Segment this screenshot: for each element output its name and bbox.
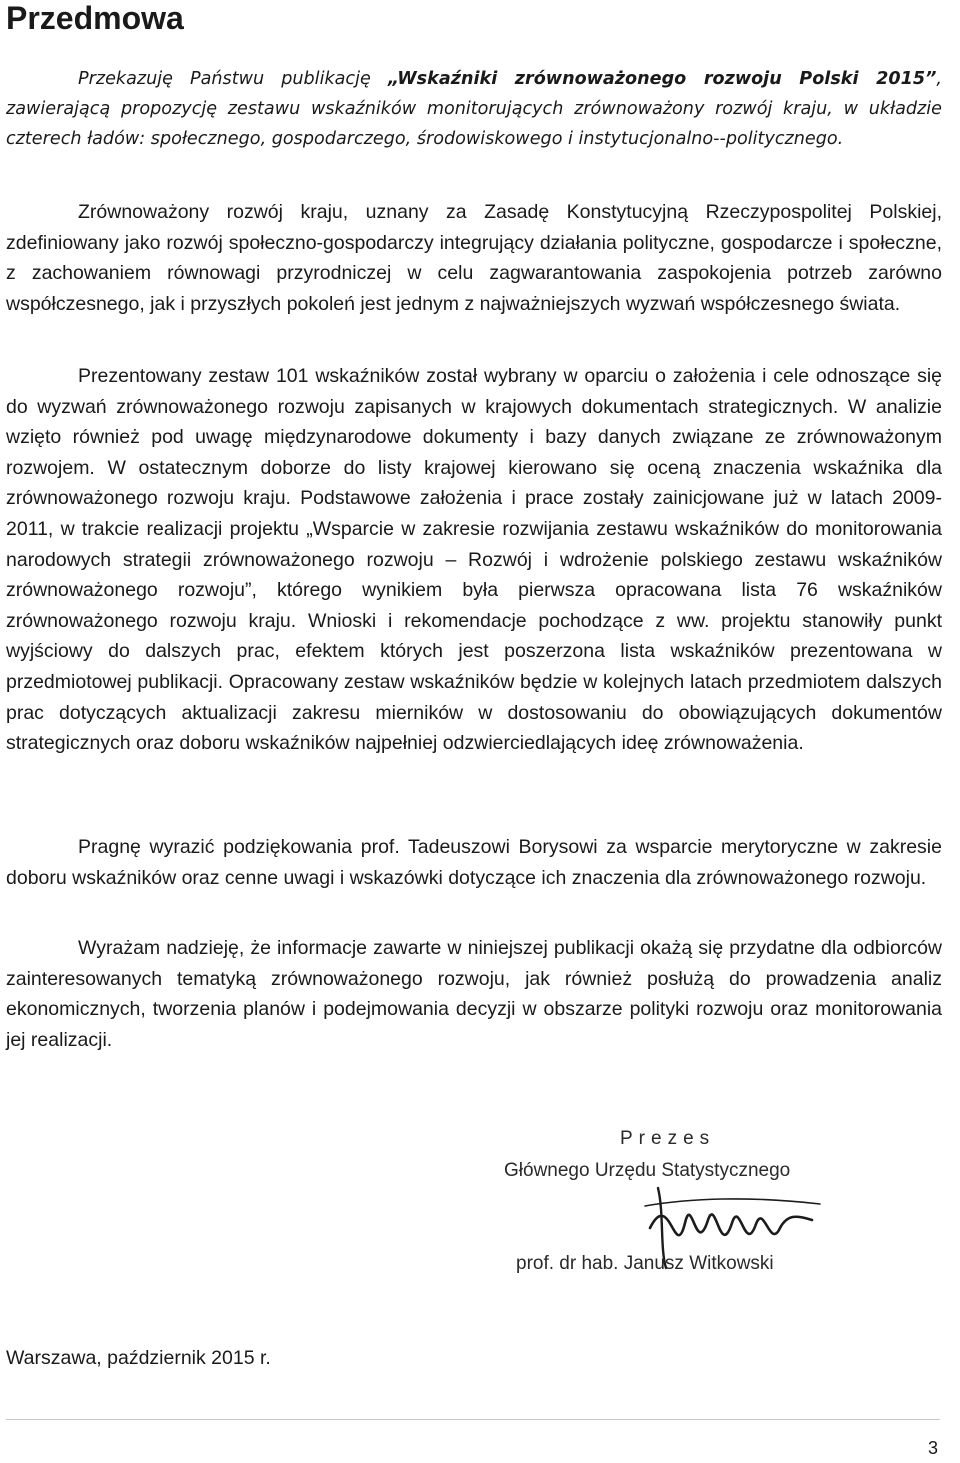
place-and-date: Warszawa, październik 2015 r. [6,1347,271,1369]
footer-divider [6,1419,940,1420]
paragraph-sustainable-development: Zrównoważony rozwój kraju, uznany za Zasadę Konstytucyjną Rzeczypospolitej Polskiej, zdefiniowany jako rozwój społeczno-gospodarczy integrujący działania polityczne, gospodarcze i społeczne, z zachowaniem równowagi przyrodniczej w celu zagwarantowania zaspokojenia potrzeb zarówno współczesnego, jak i przyszłych pokoleń jest jednym z najważniejszych wyzwań współczesnego świata. [6,201,942,315]
intro-lead: Przekazuję Państwu publikację [78,69,388,89]
page-number: 3 [927,1438,938,1458]
page-title: Przedmowa [6,0,184,36]
signature-role: Prezes [620,1128,716,1149]
paragraph-closing-hope: Wyrażam nadzieję, że informacje zawarte w niniejszej publikacji okażą się przydatne dla odbiorców zainteresowanych tematyką zrównoważonego rozwoju, jak również posłużą do prowadzenia analiz ekonomicznych, tworzenia planów i podejmowania decyzji w obszarze polityki rozwoju oraz monitorowania jej realizacji. [6,937,942,1051]
paragraph-indicator-set: Prezentowany zestaw 101 wskaźników został wybrany w oparciu o założenia i cele odnoszące się do wyzwań zrównoważonego rozwoju zapisanych w krajowych dokumentach strategicznych. W analizie wzięto również pod uwagę międzynarodowe dokumenty i bazy danych związane ze zrównoważonym rozwojem. W ostatecznym doborze do listy krajowej kierowano się oceną znaczenia wskaźnika dla zrównoważonego rozwoju kraju. Podstawowe założenia i prace zostały zainicjowane już w latach 2009-2011, w trakcie realizacji projektu „Wsparcie w zakresie rozwijania zestawu wskaźników do monitorowania narodowych strategii zrównoważonego rozwoju – Rozwój i wdrożenie polskiego zestawu wskaźników zrównoważonego rozwoju”, którego wynikiem była pierwsza opracowana lista 76 wskaźników zrównoważonego rozwoju kraju. Wnioski i rekomendacje pochodzące z ww. projektu stanowiły punkt wyjściowy do dalszych prac, efektem których jest poszerzona lista wskaźników prezentowana w przedmiotowej publikacji. Opracowany zestaw wskaźników będzie w kolejnych latach przedmiotem dalszych prac dotyczących aktualizacji zakresu mierników w dostosowaniu do obowiązujących dokumentów strategicznych oraz doboru wskaźników najpełniej odzwierciedlających ideę zrównoważenia. [6,365,942,755]
publication-title: „Wskaźniki zrównoważonego rozwoju Polski 2015” [387,69,937,89]
intro-paragraph [6,64,942,154]
signature-name: prof. dr hab. Janusz Witkowski [516,1253,774,1274]
signature-block [490,1128,850,1298]
paragraph-acknowledgements: Pragnę wyrazić podziękowania prof. Tadeuszowi Borysowi za wsparcie merytoryczne w zakresie doboru wskaźników oraz cenne uwagi i wskazówki dotyczące ich znaczenia dla zrównoważonego rozwoju. [6,836,942,889]
intro-rest: , zawierającą propozycję zestawu wskaźników monitorujących zrównoważony rozwój kraju, w układzie czterech ładów: społecznego, gospodarczego, środowiskowego i instytucjonalno--politycznego. [6,69,942,149]
signature-institution: Głównego Urzędu Statystycznego [504,1160,791,1181]
